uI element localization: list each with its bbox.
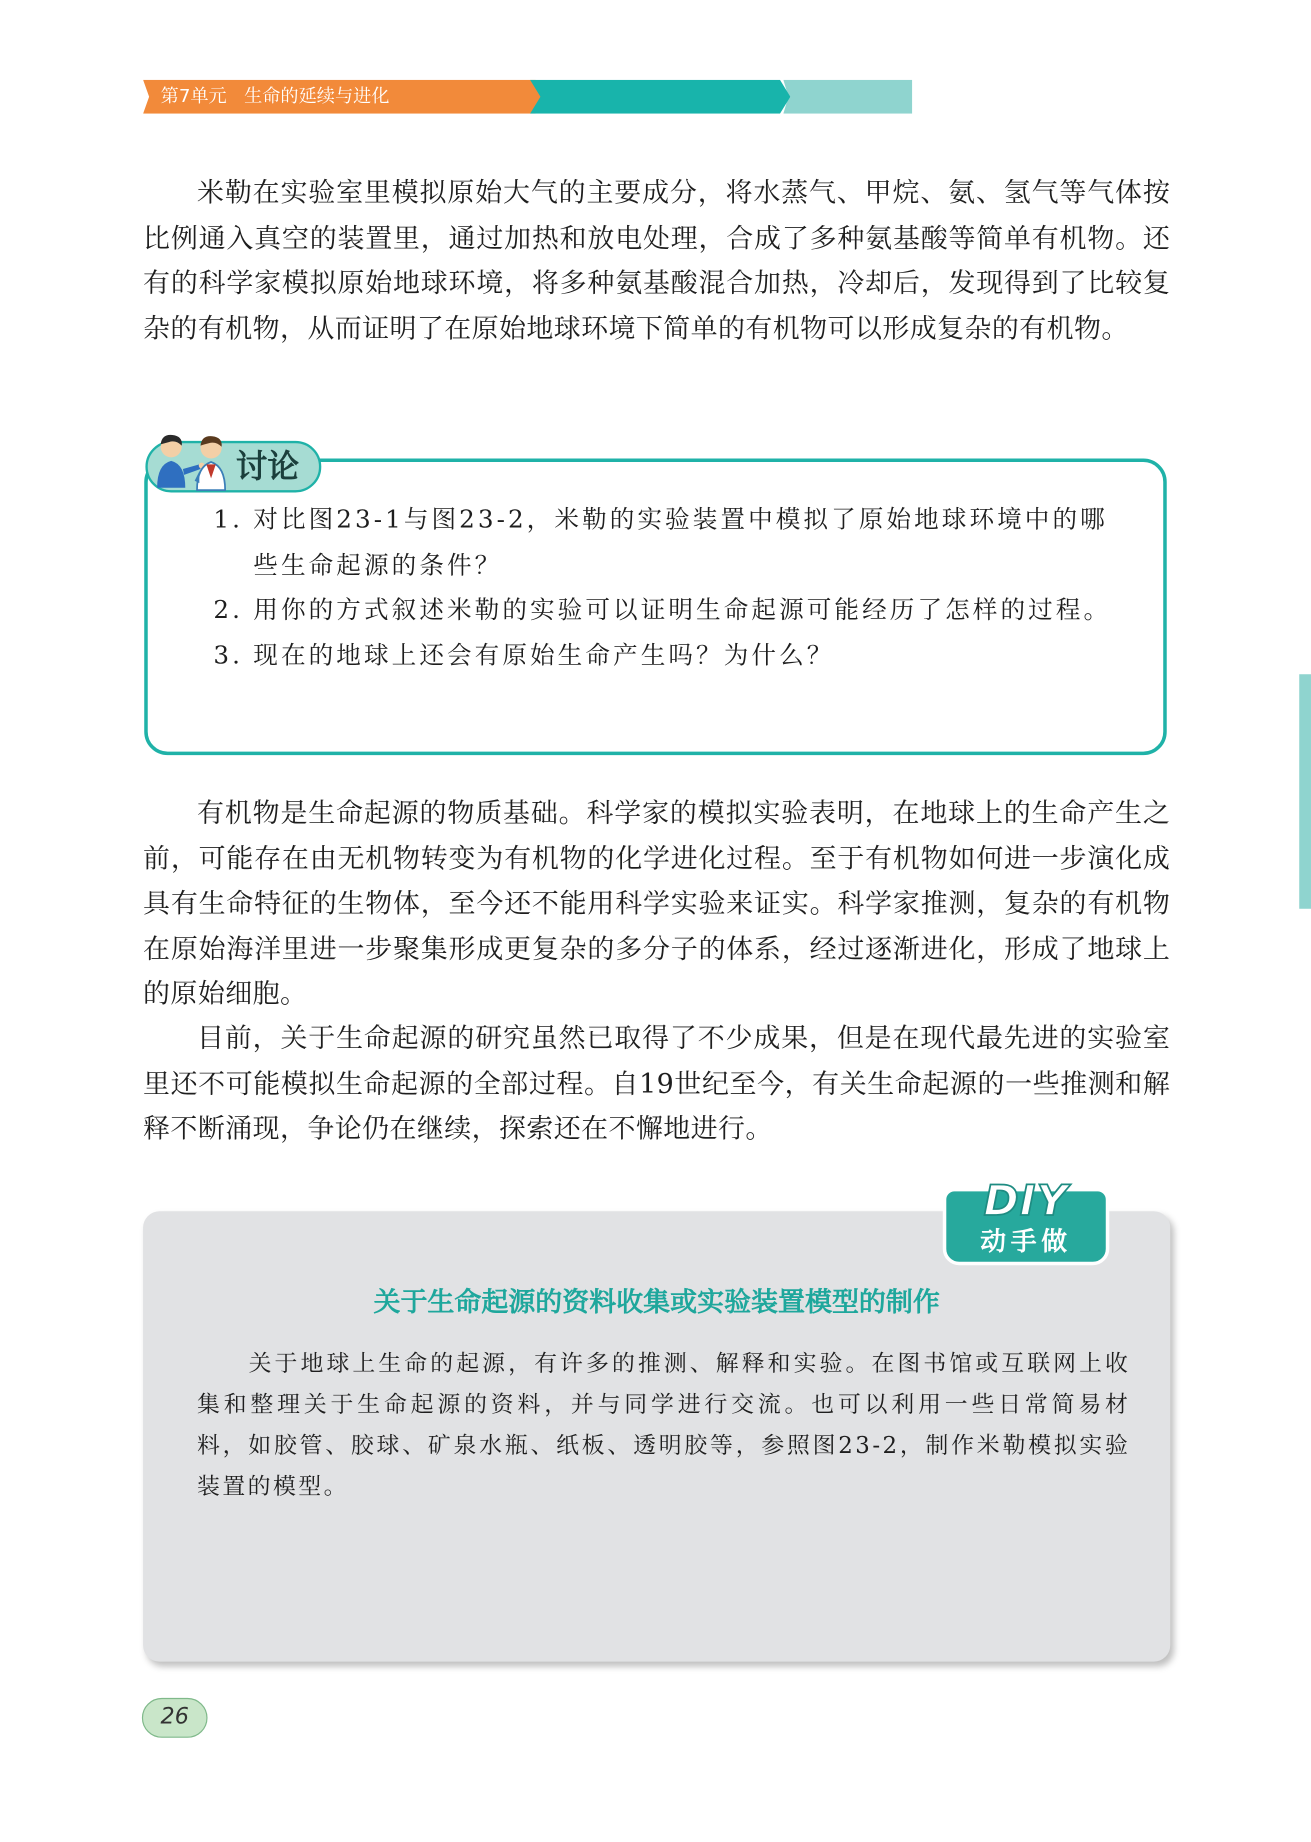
discussion-item-number: 3. — [213, 640, 244, 669]
paragraph-miller-experiment: 米勒在实验室里模拟原始大气的主要成分，将水蒸气、甲烷、氨、氢气等气体按比例通入真空的装置里，通过加热和放电处理，合成了多种氨基酸等简单有机物。还有的科学家模拟原始地球环境，将多种氨基酸混合加热，冷却后，发现得到了比较复杂的有机物，从而证明了在原始地球环境下简单的有机物可以形成复杂的有机物。 — [143, 178, 1171, 345]
discussion-item — [213, 587, 1116, 632]
unit-number: 第7单元 — [160, 85, 227, 107]
unit-header-ribbon — [143, 80, 769, 114]
discussion-list — [213, 497, 1116, 678]
discussion-item — [213, 497, 1116, 587]
paragraph-current-research: 目前，关于生命起源的研究虽然已取得了不少成果，但是在现代最先进的实验室里还不可能模拟生命起源的全部过程。自19世纪至今，有关生命起源的一些推测和解释不断涌现，争论仍在继续，探索还在不懈地进行。 — [143, 1023, 1171, 1145]
discussion-title: 讨论 — [235, 449, 300, 486]
diy-heading: 关于生命起源的资料收集或实验装置模型的制作 — [373, 1287, 940, 1319]
discussion-item-number: 1. — [213, 505, 244, 534]
discussion-item-text: 对比图23-1与图23-2，米勒的实验装置中模拟了原始地球环境中的哪些生命起源的条件？ — [253, 505, 1108, 579]
page-number: 26 — [142, 1698, 208, 1738]
unit-title: 生命的延续与进化 — [244, 85, 390, 107]
discussion-item — [213, 633, 1116, 678]
two-students-icon — [148, 429, 232, 495]
page-edge-tab — [1299, 674, 1311, 909]
diy-body-text: 关于地球上生命的起源，有许多的推测、解释和实验。在图书馆或互联网上收集和整理关于生命起源的资料，并与同学进行交流。也可以利用一些日常简易材料，如胶管、胶球、矿泉水瓶、纸板、透明胶等，参照图23-2，制作米勒模拟实验装置的模型。 — [196, 1349, 1131, 1500]
ribbon-light-segment — [783, 80, 912, 114]
diy-label: 动手做 — [980, 1227, 1072, 1258]
unit-header-text — [161, 80, 390, 114]
discussion-item-text: 现在的地球上还会有原始生命产生吗？为什么？ — [253, 640, 835, 669]
discussion-item-number: 2. — [213, 595, 244, 624]
discussion-item-text: 用你的方式叙述米勒的实验可以证明生命起源可能经历了怎样的过程。 — [253, 595, 1112, 624]
ribbon-teal-segment — [530, 80, 790, 114]
diy-logo: DIY — [983, 1177, 1069, 1226]
paragraph-organic-matter: 有机物是生命起源的物质基础。科学家的模拟实验表明，在地球上的生命产生之前，可能存在由无机物转变为有机物的化学进化过程。至于有机物如何进一步演化成具有生命特征的生物体，至今还不能用科学实验来证实。科学家推测，复杂的有机物在原始海洋里进一步聚集形成更复杂的多分子的体系，经过逐渐进化，形成了地球上的原始细胞。 — [143, 798, 1171, 1010]
